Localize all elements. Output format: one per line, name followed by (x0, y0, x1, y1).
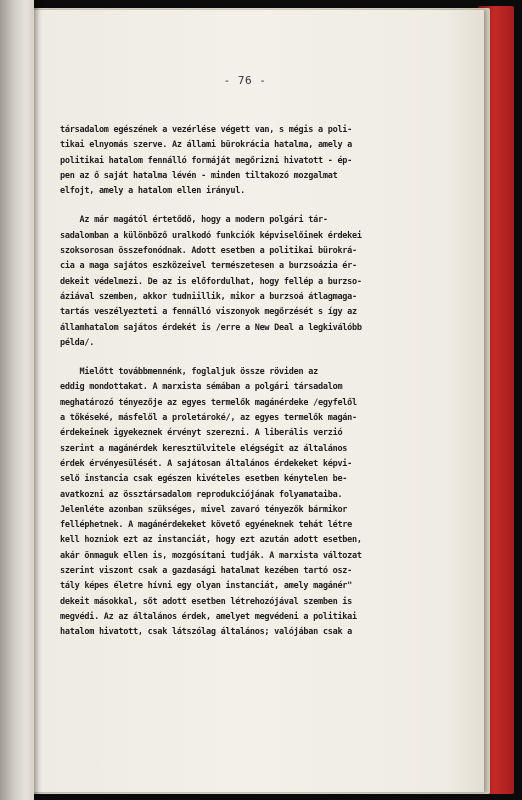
page-number: - 76 - (223, 74, 267, 87)
text-line: szerint viszont csak a gazdasági hatalmat kezében tartó osz- (60, 566, 353, 577)
text-line: megvédi. Az az általános érdek, amelyet megvédeni a politikai (60, 611, 357, 622)
text-line: avatkozni az össztársadalom reprodukciójának folyamataiba. (60, 489, 343, 500)
text-line: érdekeinek igyekeznek érvényt szerezni. A liberális verzió (60, 428, 343, 439)
text-line: példa/. (60, 337, 95, 348)
text-line: selő instancia csak egészen kivételes esetben kénytelen be- (60, 474, 348, 485)
text-line: akár önmaguk ellen is, mozgósítani tudják. A marxista változat (60, 550, 362, 561)
text-line: tikai elnyomás szerve. Az állami bürokrácia hatalma, amely a (60, 140, 353, 151)
text-line: cia a maga sajátos eszközeivel természetesen a burzsoázia ér- (60, 261, 357, 272)
text-line: kell hozniok ezt az instanciát, hogy ezt azután adott esetben, (60, 535, 362, 546)
text-line: érdek érvényesülését. A sajátosan általános érdekeket képvi- (60, 458, 353, 469)
paragraph-gap (60, 351, 460, 365)
text-line: elfojt, amely a hatalom ellen irányul. (60, 186, 245, 197)
text-line: Jelenléte azonban szükséges, mivel zavaró tényezők bármikor (60, 504, 348, 515)
text-line: szoksorosan összefonódnak. Adott esetben a politikai bürokrá- (60, 246, 357, 257)
text-line: politikai hatalom fennálló formáját megőrizni hivatott - ép- (60, 155, 353, 166)
text-line: szerint a magánérdek keresztülvitele elégségit az általános (60, 443, 348, 454)
text-line: meghatározó tényezője az egyes termelők magánérdeke /egyfelől (60, 397, 357, 408)
text-line: dekeit másokkal, sőt adott esetben létrehozójával szemben is (60, 596, 353, 607)
text-line: pen az ő saját hatalma lévén - minden tiltakozó mozgalmat (60, 170, 338, 181)
text-line: dekeit védelmezi. De az is előfordulhat, hogy fellép a burzso- (60, 276, 362, 287)
text-line: társadalom egészének a vezérlése végett van, s mégis a poli- (60, 125, 353, 135)
text-line: eddig mondottakat. A marxista sémában a polgári társadalom (60, 382, 343, 393)
text-line: sadalomban a különböző uralkodó funkciók képviselőinek érdekei (60, 230, 362, 241)
paragraph-gap (60, 199, 460, 213)
text-line: tály képes életre hívni egy olyan instanciát, amely magánér" (60, 581, 353, 592)
page-body-text (60, 123, 460, 641)
text-line: felléphetnek. A magánérdekeket követő egyéneknek tehát létre (60, 520, 353, 531)
text-line: a tőkéseké, másfelől a proletároké/, az egyes termelők magán- (60, 413, 357, 424)
text-line: Mielőtt továbbmennénk, foglaljuk össze röviden az (60, 367, 318, 378)
text-line: Az már magától értetődő, hogy a modern polgári tár- (60, 215, 328, 226)
text-line: hatalom hivatott, csak látszólag általános; valójában csak a (60, 627, 353, 638)
text-line: áziával szemben, akkor tudniillik, mikor a burzsoá átlagmaga- (60, 291, 357, 302)
facing-page-edge (0, 0, 34, 800)
text-line: tartás veszélyezteti a fennálló viszonyok megőrzését s így az (60, 307, 357, 318)
text-line: államhatalom sajátos érdekét is /erre a New Deal a legkiválóbb (60, 322, 362, 333)
